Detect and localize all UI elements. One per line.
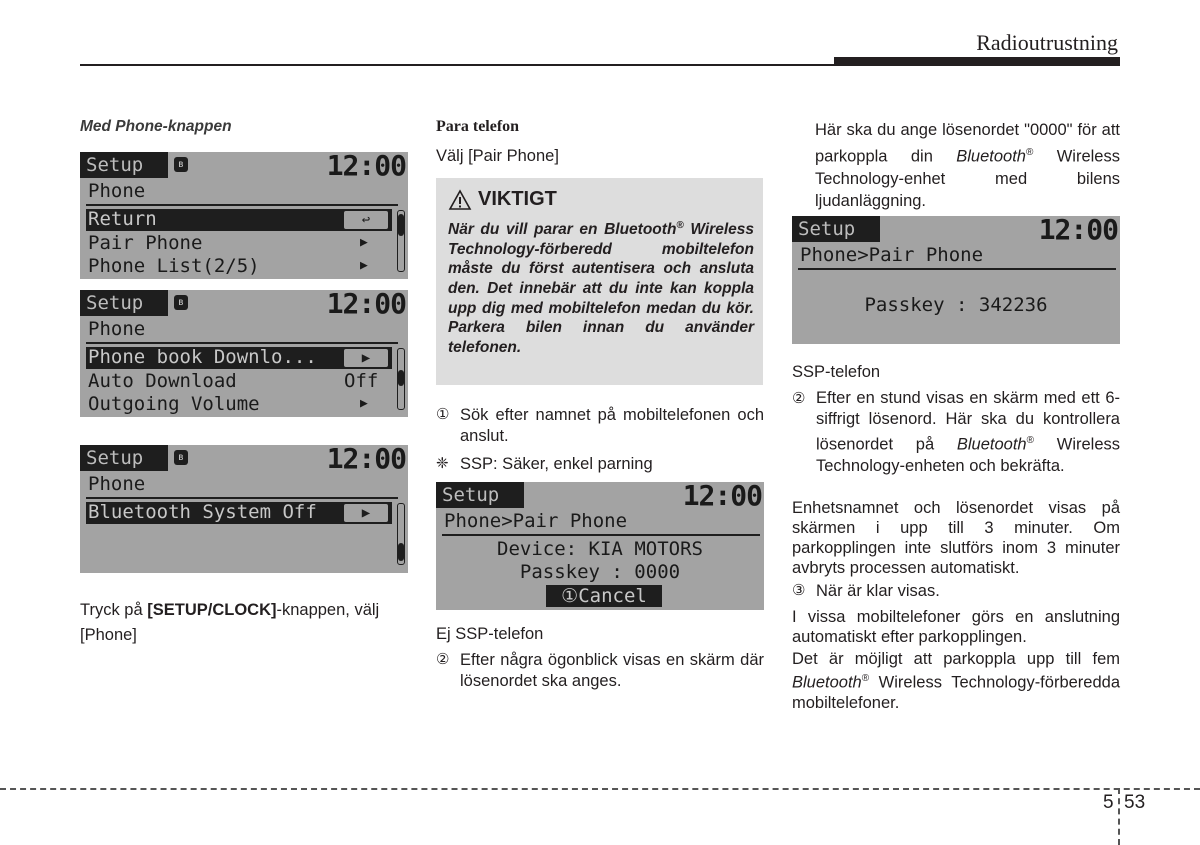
arrow-right-icon: ▶ <box>344 349 388 367</box>
step-2-reg: ® <box>1026 435 1034 447</box>
intro-reg: ® <box>1025 146 1034 158</box>
step-3 <box>792 581 1120 602</box>
setup-tab: Setup <box>80 152 168 178</box>
header-rule <box>80 64 1120 66</box>
screen-title: Phone <box>88 318 146 340</box>
instruction-setup-clock <box>80 598 412 648</box>
warning-text <box>448 216 754 357</box>
ssp-text: SSP: Säker, enkel parning <box>460 455 653 473</box>
row-bluetooth-system-off: Bluetooth System Off <box>88 501 317 523</box>
warning-title <box>448 188 557 211</box>
cancel-label: ①Cancel <box>561 585 647 607</box>
step-2-bt: Bluetooth <box>956 435 1027 454</box>
heading-pair-phone: Para telefon <box>436 118 520 135</box>
step-2-text: Efter några ögonblick visas en skärm där lösenordet ska anges. <box>460 651 764 690</box>
return-icon: ↩ <box>344 211 388 229</box>
info-paragraph-3 <box>792 649 1120 713</box>
warning-triangle-icon <box>448 189 472 211</box>
ssp-note <box>436 454 764 475</box>
bluetooth-icon: ʙ <box>174 157 188 172</box>
title-rule <box>86 342 398 344</box>
step-1-text: Sök efter namnet på mobiltelefonen och anslut. <box>460 406 764 445</box>
section-title: Radioutrustning <box>976 30 1118 55</box>
passkey: Passkey : 0000 <box>519 561 681 583</box>
title-rule <box>86 204 398 206</box>
para3-bt: Bluetooth <box>792 673 862 692</box>
step-2-p1: Efter en stund visas en skärm med ett 6-siffrigt lösenord. Här ska du kontrollera lösenordet på <box>816 389 1120 454</box>
setup-tab: Setup <box>792 216 880 242</box>
row-phone-list: Phone List(2/5) <box>88 255 260 277</box>
setup-tab: Setup <box>80 445 168 471</box>
step-2-ssp-marker: ② <box>792 390 806 407</box>
warning-p1: När du vill parar en <box>448 221 605 239</box>
info-paragraph-1: Enhetsnamnet och lösenordet visas på skärmen i upp till 3 minuter. Om parkopplingen inte slutförs inom 3 minuter avbryts processen automatiskt. <box>792 499 1120 577</box>
title-rule <box>798 268 1116 270</box>
arrow-right-icon: ▶ <box>360 235 368 250</box>
bluetooth-icon: ʙ <box>174 450 188 465</box>
screen-title: Phone>Pair Phone <box>800 244 984 266</box>
row-outgoing-volume: Outgoing Volume <box>88 393 260 415</box>
clock: 12:00 <box>682 482 762 512</box>
warning-p2: Wireless Technology-förberedd mobiltelefon måste du först autentisera och ansluta den. Det innebär att du inte kan koppla upp dig med mobiltelefon medan du kör. Parkera bilen innan du använder telefonen. <box>448 221 754 356</box>
arrow-right-icon: ▶ <box>360 258 368 273</box>
instr-pre: Tryck på <box>80 601 148 619</box>
arrow-right-icon: ▶ <box>344 504 388 522</box>
lcd-screen-phone-menu-1 <box>80 152 408 279</box>
section-number: 5 <box>1103 792 1114 813</box>
warning-reg: ® <box>676 220 684 231</box>
scroll-thumb <box>398 543 404 561</box>
auto-download-value: Off <box>344 370 379 392</box>
clock: 12:00 <box>1038 216 1118 246</box>
selected-row <box>86 347 392 369</box>
screen-title: Phone <box>88 473 146 495</box>
para3-reg: ® <box>861 673 870 684</box>
step-2-marker: ② <box>436 651 450 668</box>
scroll-thumb <box>398 214 404 236</box>
intro-p1: Här ska du ange lösenordet "0000" för att parkoppla din <box>815 121 1120 165</box>
clock: 12:00 <box>326 290 406 320</box>
lcd-screen-pair-phone-passkey <box>792 216 1120 344</box>
clock: 12:00 <box>326 445 406 475</box>
instr-key: [SETUP/CLOCK] <box>147 601 277 619</box>
warning-box <box>436 178 763 385</box>
screen-title: Phone>Pair Phone <box>444 510 628 532</box>
para3-p1: Det är möjligt att parkoppla upp till fem <box>792 650 1120 668</box>
selected-row <box>86 502 392 524</box>
row-auto-download: Auto Download <box>88 370 237 392</box>
intro-p2: Wireless Technology-enhet med bilens ljudanläggning. <box>815 147 1120 210</box>
selected-row <box>86 209 392 231</box>
page-number: 53 <box>1124 792 1146 813</box>
setup-tab: Setup <box>436 482 524 508</box>
passkey: Passkey : 342236 <box>864 294 1048 316</box>
step-2-non-ssp <box>436 650 764 691</box>
info-paragraph-2: I vissa mobiltelefoner görs en anslutning automatiskt efter parkopplingen. <box>792 608 1120 646</box>
screen-title: Phone <box>88 180 146 202</box>
step-3-marker: ③ <box>792 582 806 599</box>
arrow-right-icon: ▶ <box>360 396 368 411</box>
lcd-screen-phone-menu-2 <box>80 290 408 417</box>
footer-divider <box>1118 788 1120 845</box>
title-rule <box>86 497 398 499</box>
device-name: Device: KIA MOTORS <box>497 538 703 560</box>
step-1 <box>436 405 764 446</box>
non-ssp-phone: Ej SSP-telefon <box>436 625 544 643</box>
select-pair-phone: Välj [Pair Phone] <box>436 147 559 165</box>
row-pair-phone: Pair Phone <box>88 232 203 254</box>
lcd-screen-pair-phone-ssp <box>436 482 764 610</box>
intro-bt: Bluetooth <box>956 147 1026 165</box>
step-2-ssp <box>792 388 1120 477</box>
instr-post: -knappen, välj [Phone] <box>80 601 380 644</box>
warning-bt: Bluetooth <box>604 221 677 239</box>
warning-title-text: VIKTIGT <box>478 188 557 210</box>
footer-rule <box>0 788 1200 790</box>
lcd-screen-phone-menu-3 <box>80 445 408 573</box>
step-1-marker: ① <box>436 406 450 423</box>
cancel-button <box>546 585 662 607</box>
setup-tab: Setup <box>80 290 168 316</box>
row-return: Return <box>88 208 157 230</box>
step-3-text: När är klar visas. <box>816 582 940 600</box>
subheading-phone-button: Med Phone-knappen <box>80 118 232 135</box>
para3-p2: Wireless Technology-förberedda mobiltelefoner. <box>792 673 1120 712</box>
bluetooth-icon: ʙ <box>174 295 188 310</box>
step-2-ssp-text <box>816 388 1120 477</box>
ssp-phone: SSP-telefon <box>792 363 881 381</box>
row-phonebook-download: Phone book Downlo... <box>88 346 317 368</box>
passkey-intro <box>815 119 1120 213</box>
scroll-thumb <box>398 370 404 386</box>
ssp-marker: ❈ <box>436 455 449 472</box>
clock: 12:00 <box>326 152 406 182</box>
step-2-p2: Wireless Technology-enheten och bekräfta. <box>816 435 1120 476</box>
title-rule <box>442 534 760 536</box>
